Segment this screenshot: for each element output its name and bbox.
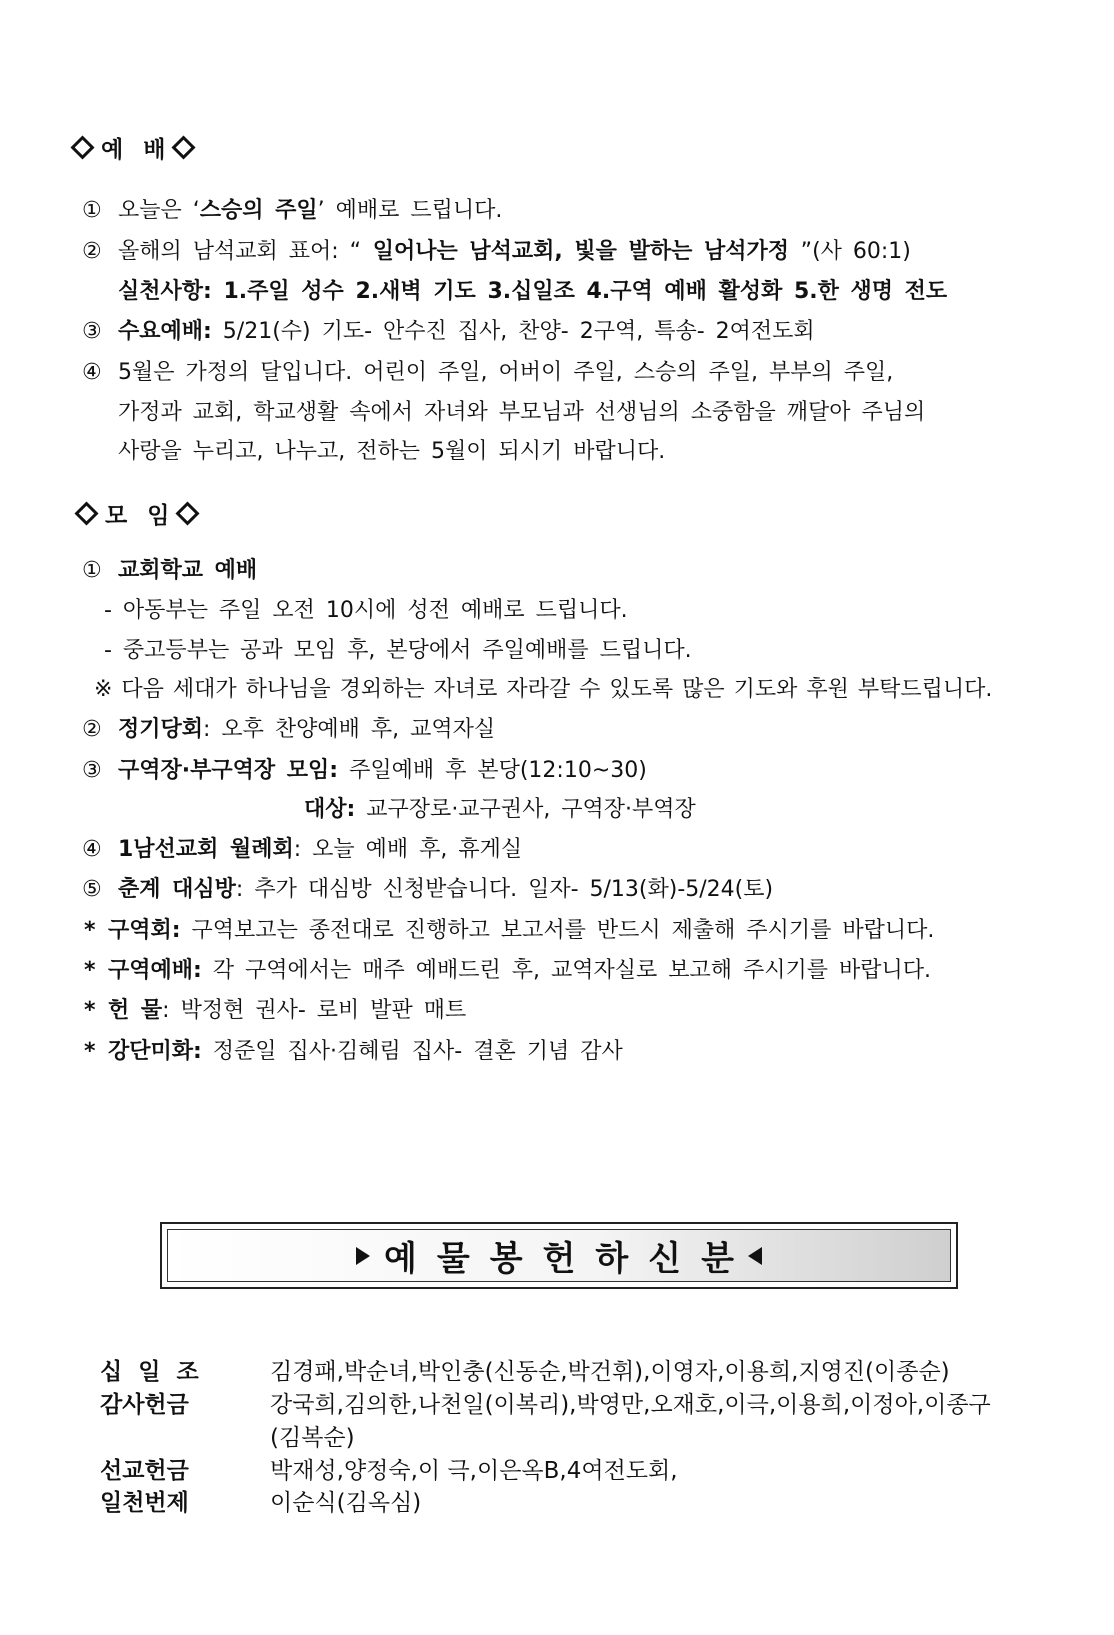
item-number: ① — [82, 558, 102, 583]
star-bullet: * — [84, 998, 96, 1023]
meeting-item-1-sub1: - 아동부는 주일 오전 10시에 성전 예배로 드립니다. — [104, 598, 628, 623]
item-number: ③ — [82, 319, 102, 344]
offering-banner — [160, 1222, 958, 1289]
thanks-names-1: 강국희,김의한,나천일(이복리),박영만,오재호,이극,이용희,이정아,이종구 — [270, 1392, 991, 1418]
meeting-item-1-sub2: - 중고등부는 공과 모임 후, 본당에서 주일예배를 드립니다. — [104, 638, 692, 663]
item-number: ① — [82, 198, 102, 223]
thanks-names-2: (김복순) — [270, 1425, 355, 1451]
thousand-names: 이순식(김옥심) — [270, 1490, 422, 1516]
item-number: ④ — [82, 837, 102, 862]
meeting-item-4: ④ 1남선교회 월례회: 오늘 예배 후, 휴게실 — [82, 835, 522, 865]
triangle-right-icon — [356, 1247, 370, 1265]
item-number: ② — [82, 239, 102, 264]
worship-item-4: ④ 5월은 가정의 달입니다. 어린이 주일, 어버이 주일, 스승의 주일, 부부의 주일, — [82, 358, 893, 388]
diamond-icon — [70, 135, 94, 159]
meeting-star-2: * 구역예배: 각 구역에서는 매주 예배드린 후, 교역자실로 보고해 주시기를 바랍니다. — [84, 956, 931, 986]
meeting-star-1: * 구역회: 구역보고는 종전대로 진행하고 보고서를 반드시 제출해 주시기를 바랍니다. — [84, 916, 934, 946]
worship-title: 예 배 — [101, 137, 172, 163]
worship-item-3: ③ 수요예배: 5/21(수) 기도- 안수진 집사, 찬양- 2구역, 특송- 2여전도회 — [82, 317, 815, 347]
star-bullet: * — [84, 918, 96, 943]
meeting-star-3: * 헌 물: 박정현 권사- 로비 발판 매트 — [84, 996, 466, 1026]
mission-label: 선교헌금 — [100, 1458, 189, 1484]
item-number: ③ — [82, 758, 102, 783]
mission-names: 박재성,양정숙,이 극,이은옥B,4여전도회, — [270, 1458, 678, 1484]
worship-item-1: ① 오늘은 ‘스승의 주일’ 예배로 드립니다. — [82, 196, 502, 226]
meeting-star-4: * 강단미화: 정준일 집사·김혜림 집사- 결혼 기념 감사 — [84, 1037, 623, 1067]
offering-banner-title: 예물봉헌하신분 — [384, 1239, 754, 1279]
worship-practice: 실천사항: 1.주일 성수 2.새벽 기도 3.십일조 4.구역 예배 활성화 5.한 생명 전도 — [118, 279, 948, 304]
meeting-item-3-target: 대상: 교구장로·교구권사, 구역장·부역장 — [304, 797, 696, 822]
meetings-title: 모 임 — [105, 503, 176, 529]
diamond-icon — [74, 501, 98, 525]
thanks-label: 감사헌금 — [100, 1392, 189, 1418]
item-number: ⑤ — [82, 877, 102, 902]
triangle-left-icon — [748, 1247, 762, 1265]
worship-section-title — [64, 131, 202, 164]
meeting-item-1-note: ※ 다음 세대가 하나님을 경외하는 자녀로 자라갈 수 있도록 많은 기도와 후원 부탁드립니다. — [94, 677, 993, 702]
worship-item-4-line3: 사랑을 누리고, 나누고, 전하는 5월이 되시기 바랍니다. — [118, 439, 666, 464]
tithe-names: 김경패,박순녀,박인충(신동순,박건휘),이영자,이용희,지영진(이종순) — [270, 1359, 950, 1385]
diamond-icon — [172, 135, 196, 159]
meeting-item-2: ② 정기당회: 오후 찬양예배 후, 교역자실 — [82, 715, 495, 745]
meeting-item-5: ⑤ 춘계 대심방: 추가 대심방 신청받습니다. 일자- 5/13(화)-5/24(토) — [82, 875, 773, 905]
item-number: ② — [82, 717, 102, 742]
sunday-name: 스승의 주일 — [199, 198, 318, 223]
tithe-label: 십 일 조 — [100, 1359, 203, 1385]
worship-item-2: ② 올해의 남석교회 표어: “ 일어나는 남석교회, 빛을 발하는 남석가정 ”(사 60:1) — [82, 237, 911, 267]
diamond-icon — [176, 501, 200, 525]
meeting-item-3: ③ 구역장·부구역장 모임: 주일예배 후 본당(12:10~30) — [82, 756, 647, 786]
meetings-section-title — [68, 497, 206, 530]
thousand-label: 일천번제 — [100, 1490, 189, 1516]
worship-item-4-line2: 가정과 교회, 학교생활 속에서 자녀와 부모님과 선생님의 소중함을 깨달아 주님의 — [118, 400, 926, 425]
meeting-item-1: ① 교회학교 예배 — [82, 556, 257, 586]
item-number: ④ — [82, 360, 102, 385]
star-bullet: * — [84, 958, 96, 983]
church-motto: 일어나는 남석교회, 빛을 발하는 남석가정 — [361, 239, 801, 264]
star-bullet: * — [84, 1039, 96, 1064]
